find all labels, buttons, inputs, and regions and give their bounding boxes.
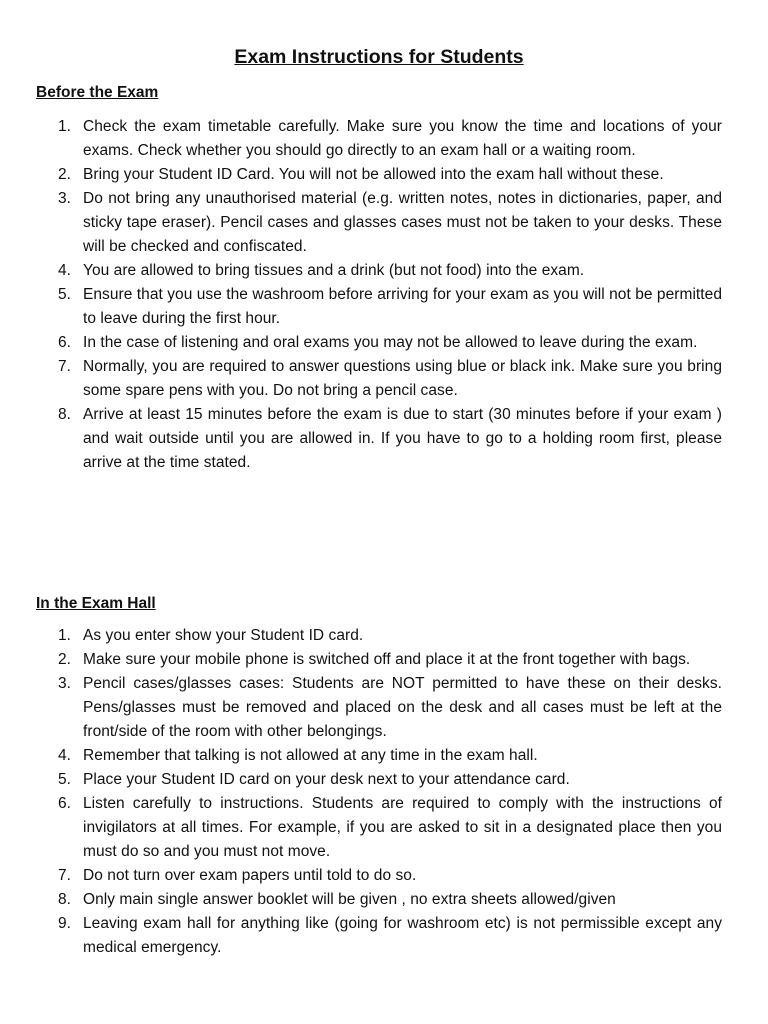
- item-text: Place your Student ID card on your desk next to your attendance card.: [83, 771, 570, 788]
- item-number: 7.: [58, 867, 72, 884]
- item-text: Arrive at least 15 minutes before the exam is due to start (30 minutes before if your exam ) and wait outside until you are allowed in. If you have to go to a holding room first, please arrive at the time stated.: [83, 406, 722, 471]
- section-heading-exam-hall: In the Exam Hall: [36, 595, 156, 612]
- section-heading-before-exam: Before the Exam: [36, 84, 159, 101]
- item-text: Do not turn over exam papers until told to do so.: [83, 867, 417, 884]
- item-text: Listen carefully to instructions. Students are required to comply with the instructions of invigilators at all times. For example, if you are asked to sit in a designated place then you must do so and you must not move.: [83, 795, 722, 860]
- list-item: [54, 259, 722, 283]
- item-number: 6.: [58, 334, 72, 351]
- list-item: [54, 744, 722, 768]
- item-number: 4.: [58, 262, 72, 279]
- list-item: [54, 331, 722, 355]
- list-item: [54, 768, 722, 792]
- item-text: Do not bring any unauthorised material (e.g. written notes, notes in dictionaries, paper, and sticky tape eraser). Pencil cases and glasses cases must not be taken to your desks. These will be checked and confiscated.: [83, 190, 722, 255]
- list-item: [54, 624, 722, 648]
- list-item: [54, 283, 722, 331]
- document-title: Exam Instructions for Students: [234, 46, 524, 68]
- item-number: 4.: [58, 747, 72, 764]
- item-number: 5.: [58, 771, 72, 788]
- item-number: 2.: [58, 166, 72, 183]
- item-number: 3.: [58, 675, 72, 692]
- item-number: 1.: [58, 627, 72, 644]
- item-text: In the case of listening and oral exams you may not be allowed to leave during the exam.: [83, 334, 698, 351]
- item-text: Check the exam timetable carefully. Make sure you know the time and locations of your exams. Check whether you should go directly to an exam hall or a waiting room.: [83, 118, 722, 159]
- item-number: 3.: [58, 190, 72, 207]
- item-text: Only main single answer booklet will be given , no extra sheets allowed/given: [83, 891, 616, 908]
- list-item: [54, 163, 722, 187]
- item-text: Leaving exam hall for anything like (going for washroom etc) is not permissible except any medical emergency.: [83, 915, 722, 956]
- item-number: 9.: [58, 915, 72, 932]
- item-text: Bring your Student ID Card. You will not be allowed into the exam hall without these.: [83, 166, 664, 183]
- list-item: [54, 187, 722, 259]
- list-item: [54, 672, 722, 744]
- item-number: 7.: [58, 358, 72, 375]
- item-number: 8.: [58, 406, 72, 423]
- item-number: 2.: [58, 651, 72, 668]
- item-text: As you enter show your Student ID card.: [83, 627, 364, 644]
- item-number: 5.: [58, 286, 72, 303]
- item-text: Ensure that you use the washroom before arriving for your exam as you will not be permitted to leave during the first hour.: [83, 286, 722, 327]
- item-text: Pencil cases/glasses cases: Students are NOT permitted to have these on their desks. Pens/glasses must be removed and placed on the desk and all cases must be left at the front/side of the room with other belongings.: [83, 675, 722, 740]
- list-item: [54, 864, 722, 888]
- item-number: 8.: [58, 891, 72, 908]
- item-text: You are allowed to bring tissues and a drink (but not food) into the exam.: [83, 262, 585, 279]
- item-number: 6.: [58, 795, 72, 812]
- list-item: [54, 355, 722, 403]
- list-item: [54, 888, 722, 912]
- item-text: Make sure your mobile phone is switched off and place it at the front together with bags.: [83, 651, 691, 668]
- item-text: Remember that talking is not allowed at any time in the exam hall.: [83, 747, 538, 764]
- list-item: [54, 115, 722, 163]
- list-item: [54, 403, 722, 475]
- before-exam-list: [54, 115, 722, 475]
- list-item: [54, 648, 722, 672]
- list-item: [54, 912, 722, 960]
- item-text: Normally, you are required to answer questions using blue or black ink. Make sure you bring some spare pens with you. Do not bring a pencil case.: [83, 358, 722, 399]
- item-number: 1.: [58, 118, 72, 135]
- exam-hall-list: [54, 624, 722, 960]
- list-item: [54, 792, 722, 864]
